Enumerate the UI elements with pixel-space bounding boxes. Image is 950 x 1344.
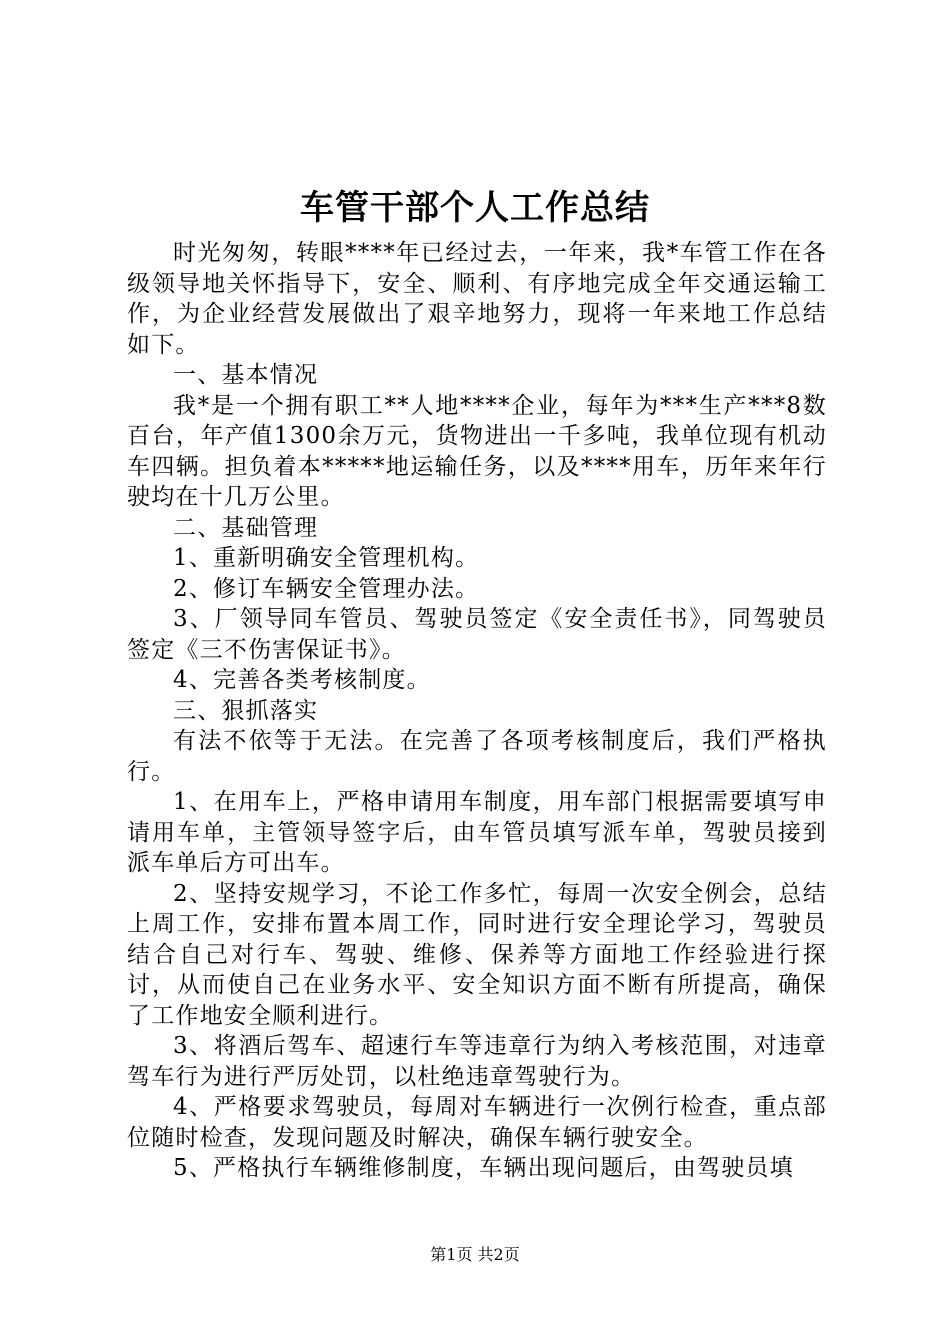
list-item: 1、重新明确安全管理机构。 xyxy=(173,545,480,571)
paragraph: 有法不依等于无法。在完善了各项考核制度后，我们严格执行。 xyxy=(127,728,827,785)
page-footer: 第1页 共2页 xyxy=(430,1245,520,1264)
section-heading: 二、基础管理 xyxy=(173,514,319,541)
list-item: 4、严格要求驾驶员，每周对车辆进行一次例行检查，重点部位随时检查，发现问题及时解决，确保车辆行驶安全。 xyxy=(127,1094,827,1151)
paragraph: 我*是一个拥有职工**人地****企业，每年为***生产***8数百台，年产值1300余万元，货物进出一千多吨，我单位现有机动车四辆。担负着本*****地运输任务，以及****用车，历年来年行驶均在十几万公里。 xyxy=(127,392,827,510)
document-title: 车管干部个人工作总结 xyxy=(300,188,650,228)
list-item: 3、将酒后驾车、超速行车等违章行为纳入考核范围，对违章驾车行为进行严厉处罚，以杜绝违章驾驶行为。 xyxy=(127,1033,827,1090)
list-item: 3、厂领导同车管员、驾驶员签定《安全责任书》，同驾驶员签定《三不伤害保证书》。 xyxy=(127,606,827,663)
list-item: 4、完善各类考核制度。 xyxy=(173,667,431,693)
list-item: 5、严格执行车辆维修制度，车辆出现问题后，由驾驶员填 xyxy=(173,1155,794,1181)
section-heading: 三、狠抓落实 xyxy=(173,697,319,724)
list-item: 2、坚持安规学习，不论工作多忙，每周一次安全例会，总结上周工作，安排布置本周工作，同时进行安全理论学习，驾驶员结合自己对行车、驾驶、维修、保养等方面地工作经验进行探讨，从而使自己在业务水平、安全知识方面不断有所提高，确保了工作地安全顺利进行。 xyxy=(127,880,827,1029)
list-item: 2、修订车辆安全管理办法。 xyxy=(173,575,480,602)
paragraph: 时光匆匆，转眼****年已经过去，一年来，我*车管工作在各级领导地关怀指导下，安全、顺利、有序地完成全年交通运输工作，为企业经营发展做出了艰辛地努力，现将一年来地工作总结如下。 xyxy=(127,240,827,358)
list-item: 1、在用车上，严格申请用车制度，用车部门根据需要填写申请用车单，主管领导签字后，由车管员填写派车单，驾驶员接到派车单后方可出车。 xyxy=(127,789,827,876)
section-heading: 一、基本情况 xyxy=(173,362,319,388)
document-body xyxy=(127,238,827,1184)
